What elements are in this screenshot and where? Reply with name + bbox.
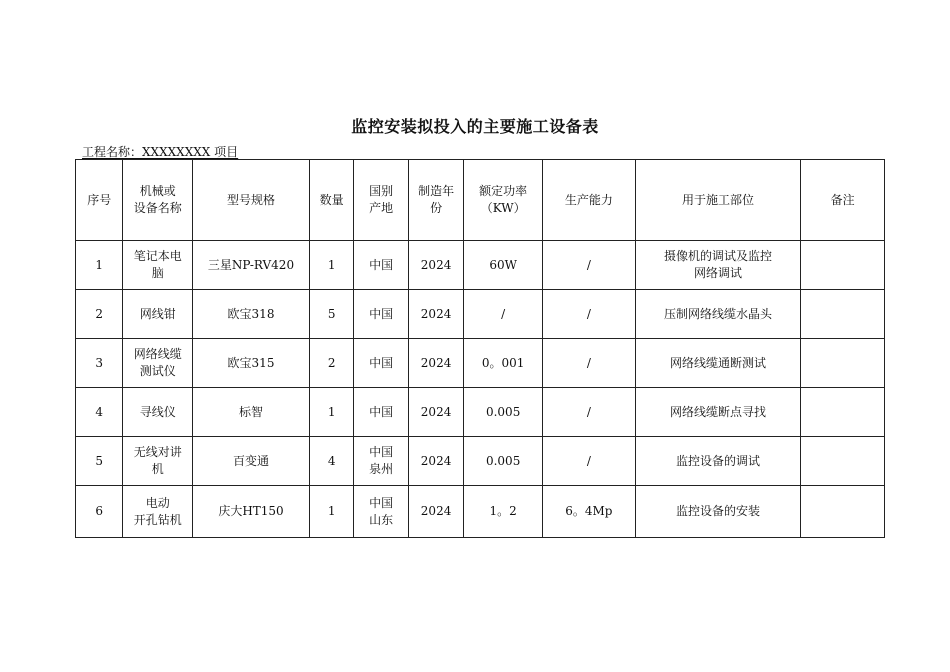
cell-qty: 4 (310, 437, 354, 486)
cell-qty: 1 (310, 241, 354, 290)
cell-model: 欧宝315 (193, 339, 310, 388)
table-row (76, 241, 885, 290)
table-row (76, 290, 885, 339)
cell-seq: 1 (76, 241, 123, 290)
header-note: 备注 (801, 160, 885, 241)
header-capacity: 生产能力 (542, 160, 635, 241)
cell-capacity: / (542, 241, 635, 290)
cell-name: 笔记本电 脑 (123, 241, 193, 290)
cell-capacity: / (542, 339, 635, 388)
cell-usage: 网络线缆断点寻找 (635, 388, 800, 437)
cell-seq: 4 (76, 388, 123, 437)
header-equipment-name: 机械或 设备名称 (123, 160, 193, 241)
cell-year: 2024 (408, 290, 463, 339)
cell-year: 2024 (408, 388, 463, 437)
cell-usage: 网络线缆通断测试 (635, 339, 800, 388)
header-model: 型号规格 (193, 160, 310, 241)
header-year: 制造年 份 (408, 160, 463, 241)
cell-name: 网络线缆 测试仪 (123, 339, 193, 388)
cell-qty: 1 (310, 388, 354, 437)
cell-usage: 监控设备的安装 (635, 486, 800, 538)
equipment-table (75, 159, 885, 538)
header-seq: 序号 (76, 160, 123, 241)
cell-note (801, 241, 885, 290)
cell-note (801, 388, 885, 437)
cell-usage: 摄像机的调试及监控 网络调试 (635, 241, 800, 290)
project-name-label: 工程名称：XXXXXXXX 项目 (82, 145, 239, 159)
cell-qty: 1 (310, 486, 354, 538)
cell-origin: 中国 (354, 339, 408, 388)
cell-seq: 5 (76, 437, 123, 486)
header-origin: 国别 产地 (354, 160, 408, 241)
cell-qty: 2 (310, 339, 354, 388)
cell-power: 60W (464, 241, 543, 290)
cell-origin: 中国 山东 (354, 486, 408, 538)
cell-model: 三星NP-RV420 (193, 241, 310, 290)
cell-origin: 中国 (354, 290, 408, 339)
document-title: 监控安装拟投入的主要施工设备表 (351, 117, 599, 136)
cell-model: 标智 (193, 388, 310, 437)
cell-seq: 2 (76, 290, 123, 339)
cell-usage: 压制网络线缆水晶头 (635, 290, 800, 339)
cell-year: 2024 (408, 241, 463, 290)
cell-year: 2024 (408, 486, 463, 538)
cell-power: / (464, 290, 543, 339)
cell-year: 2024 (408, 339, 463, 388)
cell-origin: 中国 (354, 388, 408, 437)
cell-name: 电动 开孔钻机 (123, 486, 193, 538)
header-power: 额定功率 （KW） (464, 160, 543, 241)
cell-model: 庆大HT150 (193, 486, 310, 538)
header-quantity: 数量 (310, 160, 354, 241)
cell-model: 欧宝318 (193, 290, 310, 339)
table-header-row (76, 160, 885, 241)
cell-capacity: / (542, 290, 635, 339)
cell-name: 寻线仪 (123, 388, 193, 437)
table-row (76, 486, 885, 538)
cell-power: 1。2 (464, 486, 543, 538)
cell-note (801, 486, 885, 538)
cell-usage: 监控设备的调试 (635, 437, 800, 486)
cell-seq: 6 (76, 486, 123, 538)
cell-name: 网线钳 (123, 290, 193, 339)
cell-power: 0.005 (464, 437, 543, 486)
cell-seq: 3 (76, 339, 123, 388)
cell-origin: 中国 泉州 (354, 437, 408, 486)
cell-model: 百变通 (193, 437, 310, 486)
cell-note (801, 437, 885, 486)
cell-note (801, 339, 885, 388)
cell-power: 0.005 (464, 388, 543, 437)
cell-qty: 5 (310, 290, 354, 339)
table-row (76, 388, 885, 437)
header-usage: 用于施工部位 (635, 160, 800, 241)
cell-origin: 中国 (354, 241, 408, 290)
table-row (76, 437, 885, 486)
cell-year: 2024 (408, 437, 463, 486)
cell-capacity: / (542, 437, 635, 486)
cell-power: 0。001 (464, 339, 543, 388)
table-row (76, 339, 885, 388)
cell-name: 无线对讲 机 (123, 437, 193, 486)
cell-note (801, 290, 885, 339)
cell-capacity: / (542, 388, 635, 437)
cell-capacity: 6。4Mp (542, 486, 635, 538)
